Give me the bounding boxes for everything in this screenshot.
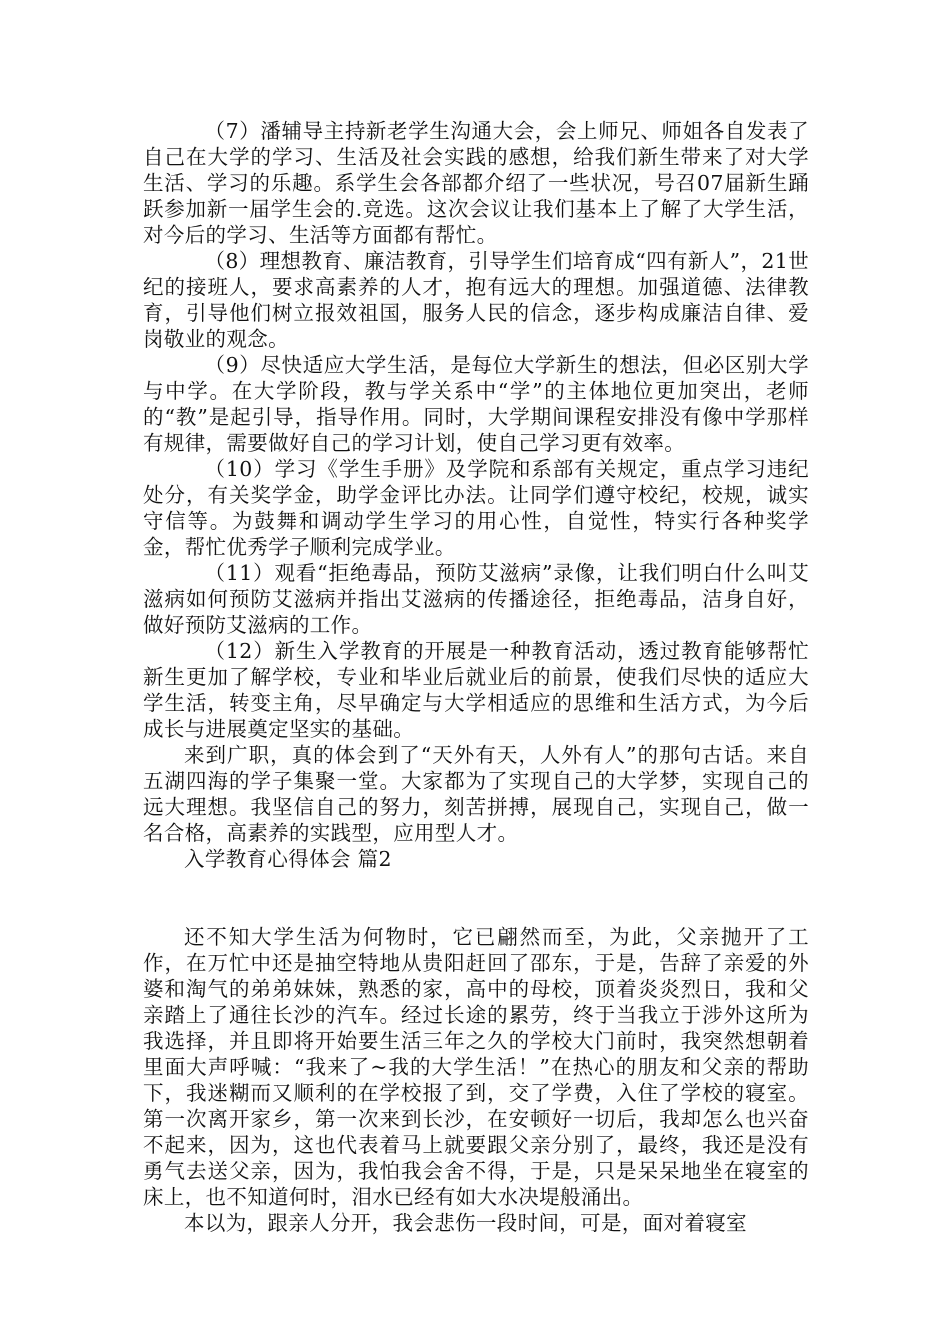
section-spacer [143, 872, 809, 924]
section-heading: 入学教育心得体会 篇2 [184, 847, 392, 871]
paragraph-item-9: （9）尽快适应大学生活，是每位大学新生的想法，但必区别大学与中学。在大学阶段，教与学关系中“学”的主体地位更加突出，老师的“教”是起引导，指导作用。同时，大学期间课程安排没有像中学那样有规律，需要做好自己的学习计划，使自己学习更有效率。 [143, 353, 809, 455]
paragraph-item-11: （11）观看“拒绝毒品，预防艾滋病”录像，让我们明白什么叫艾滋病如何预防艾滋病并指出艾滋病的传播途径，拒绝毒品，洁身自好，做好预防艾滋病的工作。 [143, 561, 809, 637]
paragraph-item-10: （10）学习《学生手册》及学院和系部有关规定，重点学习违纪处分，有关奖学金，助学金评比办法。让同学们遵守校纪，校规，诚实守信等。为鼓舞和调动学生学习的用心性，自觉性，特实行各种奖学金，帮忙优秀学子顺利完成学业。 [143, 457, 809, 559]
paragraph-item-7: （7）潘辅导主持新老学生沟通大会，会上师兄、师姐各自发表了自己在大学的学习、生活及社会实践的感想，给我们新生带来了对大学生活、学习的乐趣。系学生会各部都介绍了一些状况，号召07届新生踊跃参加新一届学生会的.竞选。这次会议让我们基本上了解了大学生活，对今后的学习、生活等方面都有帮忙。 [143, 119, 809, 247]
document-body [143, 118, 809, 1236]
paragraph-item-8: （8）理想教育、廉洁教育，引导学生们培育成“四有新人”，21世纪的接班人，要求高素养的人才，抱有远大的理想。加强道德、法律教育，引导他们树立报效祖国，服务人民的信念，逐步构成廉洁自律、爱岗敬业的观念。 [143, 249, 809, 351]
story-paragraph-2: 本以为，跟亲人分开，我会悲伤一段时间，可是，面对着寝室 [184, 1211, 747, 1235]
summary-paragraph: 来到广职，真的体会到了“天外有天，人外有人”的那句古话。来自五湖四海的学子集聚一堂。大家都为了实现自己的大学梦，实现自己的远大理想。我坚信自己的努力，刻苦拼搏，展现自己，实现自己，做一名合格，高素养的实践型，应用型人才。 [143, 743, 809, 845]
story-paragraph-1: 还不知大学生活为何物时，它已翩然而至，为此，父亲抛开了工作，在万忙中还是抽空特地从贵阳赶回了邵东，于是，告辞了亲爱的外婆和淘气的弟弟妹妹，熟悉的家，高中的母校，顶着炎炎烈日，我和父亲踏上了通往长沙的汽车。经过长途的累劳，终于当我立于涉外这所为我选择，并且即将开始要生活三年之久的学校大门前时，我突然想朝着里面大声呼喊：“我来了~我的大学生活！”在热心的朋友和父亲的帮助下，我迷糊而又顺利的在学校报了到，交了学费，入住了学校的寝室。第一次离开家乡，第一次来到长沙，在安顿好一切后，我却怎么也兴奋不起来，因为，这也代表着马上就要跟父亲分别了，最终，我还是没有勇气去送父亲，因为，我怕我会舍不得，于是，只是呆呆地坐在寝室的床上，也不知道何时，泪水已经有如大水决堤般涌出。 [143, 925, 809, 1209]
paragraph-item-12: （12）新生入学教育的开展是一种教育活动，透过教育能够帮忙新生更加了解学校，专业和毕业后就业后的前景，使我们尽快的适应大学生活，转变主角，尽早确定与大学相适应的思维和生活方式，为今后成长与进展奠定坚实的基础。 [143, 639, 809, 741]
